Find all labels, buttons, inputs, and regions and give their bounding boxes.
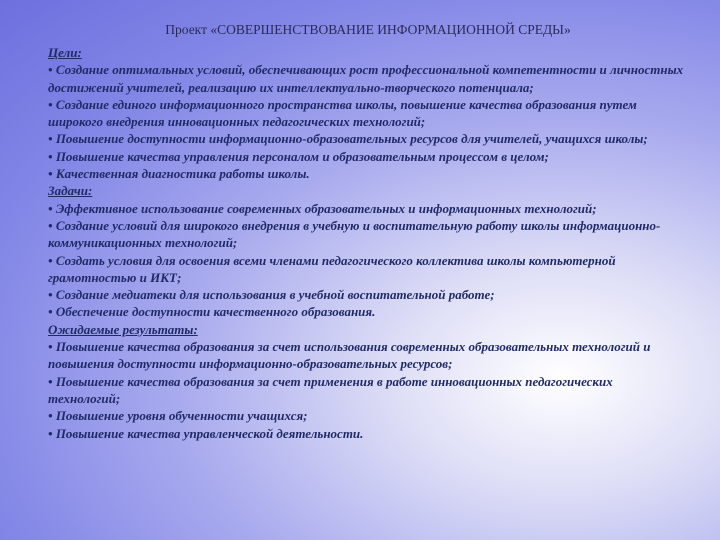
goals-item: • Повышение качества управления персоналом и образовательным процессом в целом; [48,148,688,165]
goals-heading: Цели: [48,45,82,60]
results-heading: Ожидаемые результаты: [48,321,198,337]
results-item: • Повышение уровня обученности учащихся; [48,407,688,424]
goals-item: • Создание единого информационного пространства школы, повышение качества образования путем широкого внедрения инновационных педагогических технологий; [48,96,688,131]
tasks-item: • Эффективное использование современных образовательных и информационных технологий; [48,200,688,217]
goals-item: • Повышение доступности информационно-образовательных ресурсов для учителей, учащихся школы; [48,130,688,147]
results-item: • Повышение качества управленческой деятельности. [48,425,688,442]
results-item: • Повышение качества образования за счет использования современных образовательных технологий и повышения доступности информационно-образовательных ресурсов; [48,338,688,373]
tasks-item: • Обеспечение доступности качественного образования. [48,303,688,320]
results-item: • Повышение качества образования за счет применения в работе инновационных педагогических технологий; [48,373,688,408]
goals-item: • Создание оптимальных условий, обеспечивающих рост профессиональной компетентности и личностных достижений учителей, реализацию их интеллектуально-творческого потенциала; [48,61,688,96]
tasks-item: • Создание условий для широкого внедрения в учебную и воспитательную работу школы информационно-коммуникационных технологий; [48,217,688,252]
tasks-heading: Задачи: [48,183,93,199]
slide-content [48,22,688,442]
goals-item: • Качественная диагностика работы школы. [48,165,688,182]
tasks-item: • Создание медиатеки для использования в учебной воспитательной работе; [48,286,688,303]
page-title: Проект «СОВЕРШЕНСТВОВАНИЕ ИНФОРМАЦИОННОЙ СРЕДЫ» [165,22,571,37]
tasks-item: • Создать условия для освоения всеми членами педагогического коллектива школы компьютерной грамотностью и ИКТ; [48,252,688,287]
